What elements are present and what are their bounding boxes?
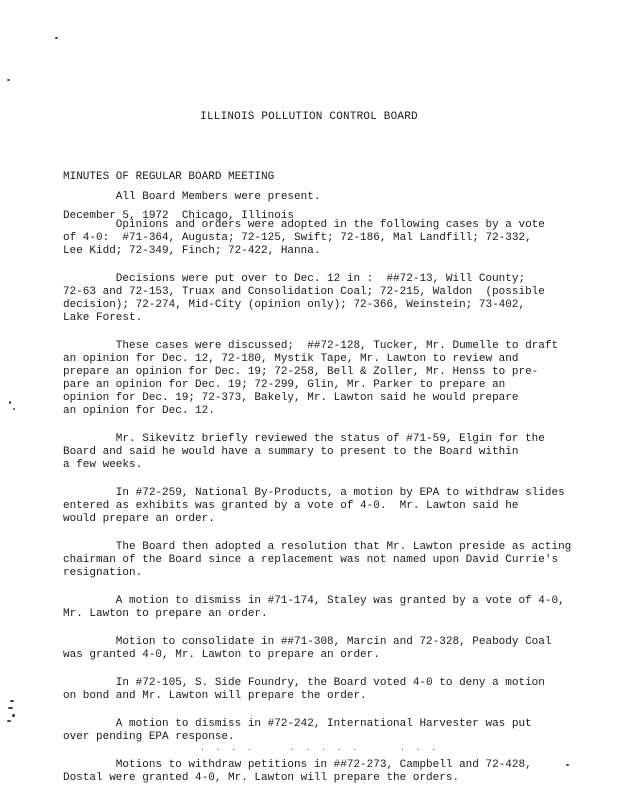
paragraph-line: an opinion for Dec. 12, 72-180, Mystik Tape, Mr. Lawton to review and: [63, 353, 519, 365]
scan-speck: [7, 720, 11, 722]
scan-speck: [7, 79, 10, 81]
page-break-dots: . . . .: [200, 744, 255, 753]
paragraph-opinions-adopted: [63, 219, 603, 258]
paragraph-line: prepare an opinion for Dec. 19; 72-258, Bell & Zoller, Mr. Henss to pre-: [63, 366, 539, 378]
paragraph-dismiss-staley: [63, 595, 603, 621]
paragraph-attendance: [63, 191, 603, 204]
paragraph-cases-discussed: [63, 340, 603, 418]
paragraph-line: Motion to consolidate in ##71-308, Marcin and 72-328, Peabody Coal: [63, 636, 552, 648]
paragraph-line: over pending EPA response.: [63, 731, 235, 743]
document-title: ILLINOIS POLLUTION CONTROL BOARD: [200, 111, 418, 123]
page-break-dots: . . .: [400, 744, 440, 753]
heading-date-line: December 5, 1972 Chicago, Illinois: [63, 210, 295, 222]
paragraph-line: The Board then adopted a resolution that Mr. Lawton preside as acting: [63, 541, 572, 553]
paragraph-line: decision); 72-274, Mid-City (opinion only); 72-366, Weinstein; 73-402,: [63, 299, 526, 311]
minutes-body: [63, 191, 603, 800]
paragraph-line: Lee Kidd; 72-349, Finch; 72-422, Hanna.: [63, 245, 321, 257]
paragraph-line: These cases were discussed; ##72-128, Tucker, Mr. Dumelle to draft: [63, 340, 559, 352]
paragraph-line: on bond and Mr. Lawton will prepare the order.: [63, 690, 367, 702]
paragraph-line: 72-63 and 72-153, Truax and Consolidation Coal; 72-215, Waldon (possible: [63, 286, 545, 298]
paragraph-line: In #72-105, S. Side Foundry, the Board voted 4-0 to deny a motion: [63, 677, 545, 689]
paragraph-line: chairman of the Board since a replacement was not named upon David Currie's: [63, 554, 559, 566]
paragraph-line: Opinions and orders were adopted in the following cases by a vote: [63, 219, 545, 231]
paragraph-acting-chairman: [63, 541, 603, 580]
paragraph-line: Board and said he would have a summary to present to the Board within: [63, 446, 519, 458]
paragraph-elgin-status: [63, 433, 603, 472]
paragraph-harvester: [63, 718, 603, 744]
paragraph-line: entered as exhibits was granted by a vote of 4-0. Mr. Lawton said he: [63, 500, 519, 512]
paragraph-line: A motion to dismiss in #71-174, Staley was granted by a vote of 4-0,: [63, 595, 565, 607]
paragraph-withdraw-petitions: [63, 759, 603, 785]
paragraph-line: of 4-0: #71-364, Augusta; 72-125, Swift; 72-186, Mal Landfill; 72-332,: [63, 232, 532, 244]
paragraph-line: an opinion for Dec. 12.: [63, 405, 215, 417]
paragraph-foundry-bond: [63, 677, 603, 703]
scan-speck: [10, 700, 14, 702]
page-break-dots: . . . . .: [290, 744, 361, 753]
paragraph-line: was granted 4-0, Mr. Lawton to prepare an order.: [63, 649, 380, 661]
paragraph-line: A motion to dismiss in #72-242, International Harvester was put: [63, 718, 532, 730]
paragraph-line: Dostal were granted 4-0, Mr. Lawton will prepare the orders.: [63, 772, 460, 784]
heading-line: MINUTES OF REGULAR BOARD MEETING: [63, 171, 275, 183]
paragraph-line: Lake Forest.: [63, 312, 143, 324]
scan-speck: [12, 714, 15, 717]
paragraph-line: resignation.: [63, 567, 143, 579]
paragraph-line: a few weeks.: [63, 459, 143, 471]
scan-speck: [9, 401, 11, 404]
paragraph-line: Mr. Lawton to prepare an order.: [63, 608, 268, 620]
paragraph-line: All Board Members were present.: [63, 191, 321, 203]
paragraph-line: would prepare an order.: [63, 513, 215, 525]
scan-speck: [55, 37, 58, 39]
paragraph-withdraw-slides: [63, 487, 603, 526]
paragraph-line: In #72-259, National By-Products, a motion by EPA to withdraw slides: [63, 487, 565, 499]
paragraph-line: Mr. Sikevitz briefly reviewed the status of #71-59, Elgin for the: [63, 433, 545, 445]
paragraph-line: opinion for Dec. 19; 72-373, Bakely, Mr. Lawton said he would prepare: [63, 392, 519, 404]
paragraph-line: pare an opinion for Dec. 19; 72-299, Glin, Mr. Parker to prepare an: [63, 379, 506, 391]
paragraph-consolidate: [63, 636, 603, 662]
paragraph-line: Motions to withdraw petitions in ##72-273, Campbell and 72-428,: [63, 759, 532, 771]
paragraph-line: Decisions were put over to Dec. 12 in : ##72-13, Will County;: [63, 273, 526, 285]
paragraph-decisions-deferred: [63, 273, 603, 325]
scan-speck: [13, 408, 15, 410]
scan-speck: [8, 707, 13, 709]
